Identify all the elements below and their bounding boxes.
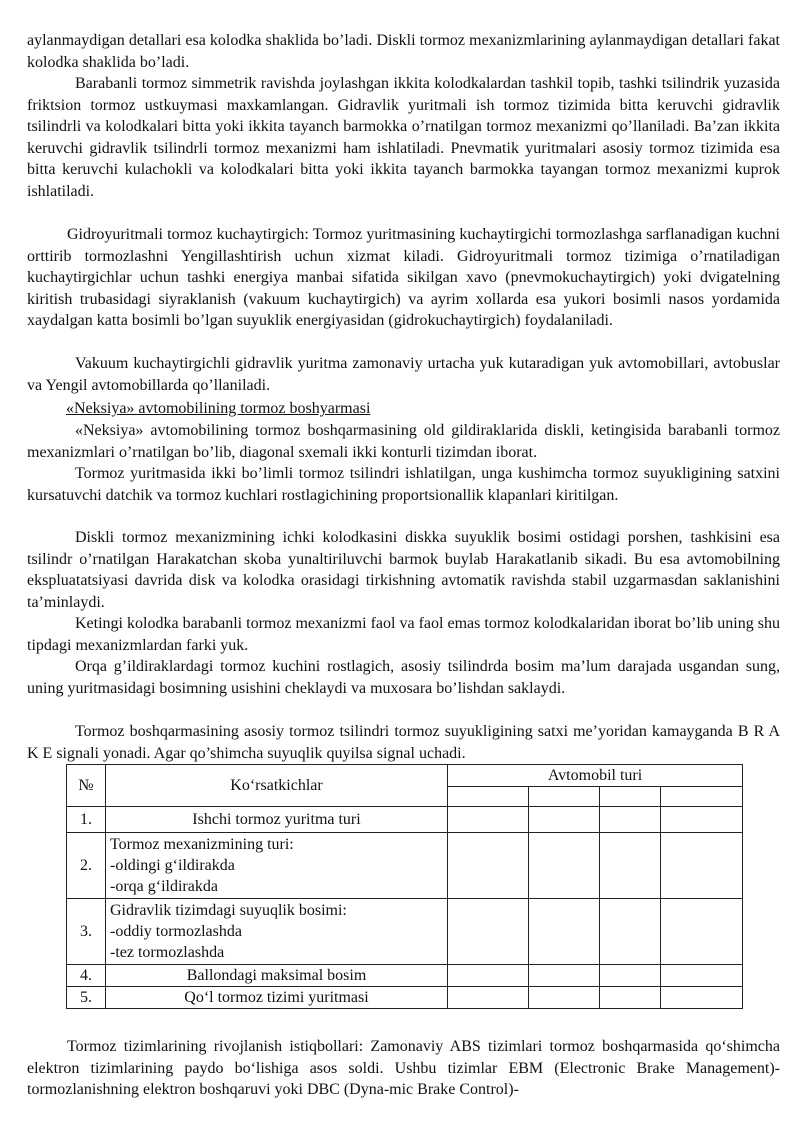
paragraph-brake-signal: Tormoz boshqarmasining asosiy tormoz tsilindri tormoz suyukligining satxi me’yoridan kamayganda B R A K E signali yonadi. Agar qo’shimcha suyuqlik quyilsa signal uchadi. bbox=[27, 723, 780, 762]
row-indicator: Qo‘l tormoz tizimi yuritmasi bbox=[106, 987, 448, 1009]
table-subheader-cell bbox=[600, 787, 661, 807]
indicators-table bbox=[66, 764, 743, 1009]
row-indicator-line: -oldingi g‘ildirakda bbox=[110, 857, 235, 874]
table-header-vehicle-type: Avtomobil turi bbox=[448, 765, 743, 787]
table-row bbox=[67, 899, 743, 965]
row-indicator: Ballondagi maksimal bosim bbox=[106, 965, 448, 987]
row-number: 4. bbox=[67, 965, 106, 987]
table-row bbox=[67, 833, 743, 899]
paragraph-gidroyuritmali: Gidroyuritmali tormoz kuchaytirgich: Tormoz yuritmasining kuchaytirgichi tormozlashga sarflanadigan kuchni orttirib tormozlashni Yengillashtirish uchun xizmat kiladi. Gidroyuritmali tormoz tizimiga o’rnatiladigan kuchaytirgichlar uchun tashki energiya manbai sifatida sikilgan xavo (pnevmokuchaytirgich) yoki dvigatelning kiritish trubasidagi siyraklanish (vakuum kuchaytirgich) va ayrim xollarda esa yukori bosimli nasos yordamida xaydalgan katta bosimli bo’lgan suyuklik energiyasidan (gidrokuchaytirgich) foydalaniladi. bbox=[27, 226, 780, 329]
row-indicator-line: -oddiy tormozlashda bbox=[110, 923, 242, 940]
paragraph-diskli-tormoz: Diskli tormoz mexanizmining ichki kolodkasini diskka suyuklik bosimi ostidagi porshen, tashkisini esa tsilindr o’rnatilgan Harakatchan skoba yunaltiriluvchi barmok buylab Harakatlanib sikadi. Bu esa avtomobilning ekspluatatsiyasi davrida disk va kolodka orasidagi tirkishning avtomatik ravishda stabil uzgarmasdan saklanishini ta’minlaydi. bbox=[27, 529, 780, 611]
table-header-number: № bbox=[67, 765, 106, 807]
row-indicator bbox=[106, 833, 448, 899]
row-indicator-line: -tez tormozlashda bbox=[110, 944, 225, 961]
table-subheader-cell bbox=[661, 787, 743, 807]
row-indicator-line: -orqa g‘ildirakda bbox=[110, 878, 218, 895]
table-subheader-cell bbox=[529, 787, 600, 807]
row-indicator bbox=[106, 899, 448, 965]
row-indicator-line: Tormoz mexanizmining turi: bbox=[110, 836, 294, 853]
table-header-indicators: Ko‘rsatkichlar bbox=[106, 765, 448, 807]
paragraph-rivojlanish: Tormoz tizimlarining rivojlanish istiqbollari: Zamonaviy ABS tizimlari tormoz boshqarmasida qo‘shimcha elektron tizimlarining paydo bo‘lishiga asos soldi. Ushbu tizimlar EBM (Electronic Brake Management)- tormozlanishning elektron boshqaruvi yoki DBC (Dyna-mic Brake Control)- bbox=[27, 1038, 780, 1098]
table-subheader-cell bbox=[448, 787, 529, 807]
paragraph-orqa-gildirak: Orqa g’ildiraklardagi tormoz kuchini rostlagich, asosiy tsilindrda bosim ma’lum darajada usgandan sung, uning yuritmasidagi bosimning usishini cheklaydi va muxosara bo’lishdan saklaydi. bbox=[27, 658, 780, 697]
paragraph-ketingi-kolodka: Ketingi kolodka barabanli tormoz mexanizmi faol va faol emas tormoz kolodkalaridan iborat bo’lib uning shu tipdagi mexanizmlardan farki yuk. bbox=[27, 615, 780, 654]
row-indicator: Ishchi tormoz yuritma turi bbox=[106, 807, 448, 833]
row-indicator-line: Gidravlik tizimdagi suyuqlik bosimi: bbox=[110, 902, 347, 919]
row-number: 5. bbox=[67, 987, 106, 1009]
table-row bbox=[67, 987, 743, 1009]
paragraph-tormoz-yuritmasi: Tormoz yuritmasida ikki bo’limli tormoz tsilindri ishlatilgan, unga kushimcha tormoz suyukligining satxini kursatuvchi datchik va tormoz kuchlari rostlagichining proportsionallik klapanlari kiritilgan. bbox=[27, 465, 780, 504]
section-heading-neksiya: «Neksiya» avtomobilining tormoz boshyarmasi bbox=[66, 400, 371, 417]
paragraph-vakuum: Vakuum kuchaytirgichli gidravlik yuritma zamonaviy urtacha yuk kutaradigan yuk avtomobillari, avtobuslar va Yengil avtomobillarda qo’llaniladi. bbox=[27, 355, 780, 394]
paragraph-aylanmaydigan: aylanmaydigan detallari esa kolodka shaklida bo’ladi. Diskli tormoz mexanizmlarining aylanmaydigan detallari fakat kolodka shaklida bo’ladi. bbox=[27, 32, 780, 71]
table-row bbox=[67, 965, 743, 987]
table-row bbox=[67, 807, 743, 833]
row-number: 3. bbox=[67, 899, 106, 965]
paragraph-barabanli-tormoz: Barabanli tormoz simmetrik ravishda joylashgan ikkita kolodkalardan tashkil topib, tashki tsilindrik yuzasida friktsion tormoz ustkuymasi maxkamlangan. Gidravlik yuritmali ish tormoz tizimida bitta keruvchi gidravlik tsilindrli va kolodkalari bitta yoki ikkita tayanch barmokka o’rnatilgan tormoz mexanizmi qo’llaniladi. Ba’zan ikkita keruvchi gidravlik tsilindrli tormoz mexanizmi ham ishlatiladi. Pnevmatik yuritmalari asosiy tormoz tizimida esa bitta keruvchi kulachokli va kolodkalari bitta yoki ikkita tayanch barmokka tayangan tormoz mexanizmi kuprok ishlatiladi. bbox=[27, 75, 780, 200]
row-number: 2. bbox=[67, 833, 106, 899]
row-number: 1. bbox=[67, 807, 106, 833]
paragraph-neksiya-boshqarma: «Neksiya» avtomobilining tormoz boshqarmasining old gildiraklarida diskli, ketingisida barabanli tormoz mexanizmlari o’rnatilgan bo’lib, diagonal sxemali ikki konturli tizimdan iborat. bbox=[27, 422, 780, 461]
